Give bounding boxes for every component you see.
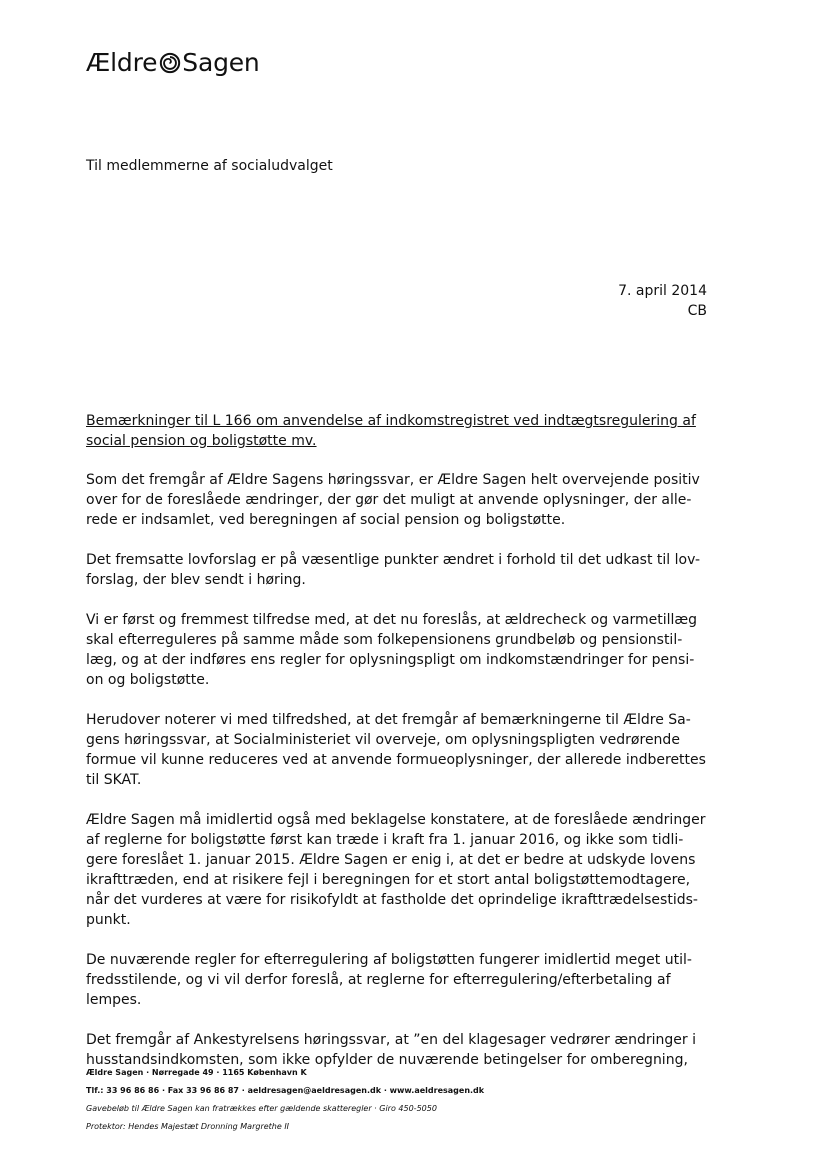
text-line: husstandsindkomsten, som ikke opfylder de nuværende betingelser for omberegning, bbox=[86, 1052, 688, 1068]
text-line: af reglerne for boligstøtte først kan træde i kraft fra 1. januar 2016, og ikke som tidli- bbox=[86, 832, 684, 848]
text-line: over for de foreslåede ændringer, der gør det muligt at anvende oplysninger, der alle- bbox=[86, 492, 692, 508]
text-line: formue vil kunne reduceres ved at anvende formueoplysninger, der allerede indberettes bbox=[86, 752, 706, 768]
subject-heading bbox=[86, 411, 711, 451]
logo-text-right: Sagen bbox=[182, 48, 260, 77]
text-line: on og boligstøtte. bbox=[86, 672, 210, 688]
text-line: forslag, der blev sendt i høring. bbox=[86, 572, 306, 588]
subject-line: Bemærkninger til L 166 om anvendelse af indkomstregistret ved indtægtsregulering af bbox=[86, 413, 696, 429]
letter-date: 7. april 2014 bbox=[618, 283, 707, 299]
text-line: til SKAT. bbox=[86, 772, 142, 788]
text-line: læg, og at der indføres ens regler for oplysningspligt om indkomstændringer for pensi- bbox=[86, 652, 695, 668]
footer-contact: Tlf.: 33 96 86 86 · Fax 33 96 86 87 · aeldresagen@aeldresagen.dk · www.aeldresagen.dk bbox=[86, 1086, 485, 1095]
logo bbox=[86, 48, 260, 77]
footer-address: Ældre Sagen · Nørregade 49 · 1165 København K bbox=[86, 1068, 307, 1077]
footer-patron: Protektor: Hendes Majestæt Dronning Margrethe II bbox=[86, 1122, 290, 1131]
text-line: Herudover noterer vi med tilfredshed, at det fremgår af bemærkningerne til Ældre Sa- bbox=[86, 712, 691, 728]
letter-body bbox=[86, 411, 711, 1090]
text-line: skal efterreguleres på samme måde som folkepensionens grundbeløb og pensionstil- bbox=[86, 632, 683, 648]
text-line: Vi er først og fremmest tilfredse med, at det nu foreslås, at ældrecheck og varmetillæg bbox=[86, 612, 697, 628]
text-line: rede er indsamlet, ved beregningen af social pension og boligstøtte. bbox=[86, 512, 566, 528]
text-line: når det vurderes at være for risikofyldt at fastholde det oprindelige ikrafttrædelsestids- bbox=[86, 892, 698, 908]
text-line: Som det fremgår af Ældre Sagens høringssvar, er Ældre Sagen helt overvejende positiv bbox=[86, 472, 700, 488]
paragraph bbox=[86, 470, 711, 530]
letter-footer bbox=[86, 1064, 484, 1136]
text-line: punkt. bbox=[86, 912, 131, 928]
paragraph bbox=[86, 810, 711, 930]
text-line: gens høringssvar, at Socialministeriet vil overveje, om oplysningspligten vedrørende bbox=[86, 732, 680, 748]
paragraph bbox=[86, 950, 711, 1010]
text-line: Det fremsatte lovforslag er på væsentlige punkter ændret i forhold til det udkast til lov- bbox=[86, 552, 701, 568]
recipient-line: Til medlemmerne af socialudvalget bbox=[86, 158, 333, 174]
date-block bbox=[618, 281, 707, 321]
paragraph bbox=[86, 710, 711, 790]
text-line: De nuværende regler for efterregulering af boligstøtten fungerer imidlertid meget util- bbox=[86, 952, 692, 968]
text-line: Det fremgår af Ankestyrelsens høringssvar, at ”en del klagesager vedrører ændringer i bbox=[86, 1032, 696, 1048]
logo-swirl-icon bbox=[159, 52, 181, 74]
author-initials: CB bbox=[687, 303, 707, 319]
logo-text-left: Ældre bbox=[86, 48, 158, 77]
text-line: fredsstilende, og vi vil derfor foreslå, at reglerne for efterregulering/efterbetaling af bbox=[86, 972, 671, 988]
text-line: ikrafttræden, end at risikere fejl i beregningen for et stort antal boligstøttemodtagere, bbox=[86, 872, 691, 888]
text-line: gere foreslået 1. januar 2015. Ældre Sagen er enig i, at det er bedre at udskyde lovens bbox=[86, 852, 696, 868]
text-line: Ældre Sagen må imidlertid også med beklagelse konstatere, at de foreslåede ændringer bbox=[86, 812, 706, 828]
paragraph bbox=[86, 550, 711, 590]
paragraph bbox=[86, 610, 711, 690]
subject-line: social pension og boligstøtte mv. bbox=[86, 433, 317, 449]
text-line: lempes. bbox=[86, 992, 142, 1008]
footer-donation: Gavebeløb til Ældre Sagen kan fratrækkes efter gældende skatteregler · Giro 450-5050 bbox=[86, 1104, 437, 1113]
